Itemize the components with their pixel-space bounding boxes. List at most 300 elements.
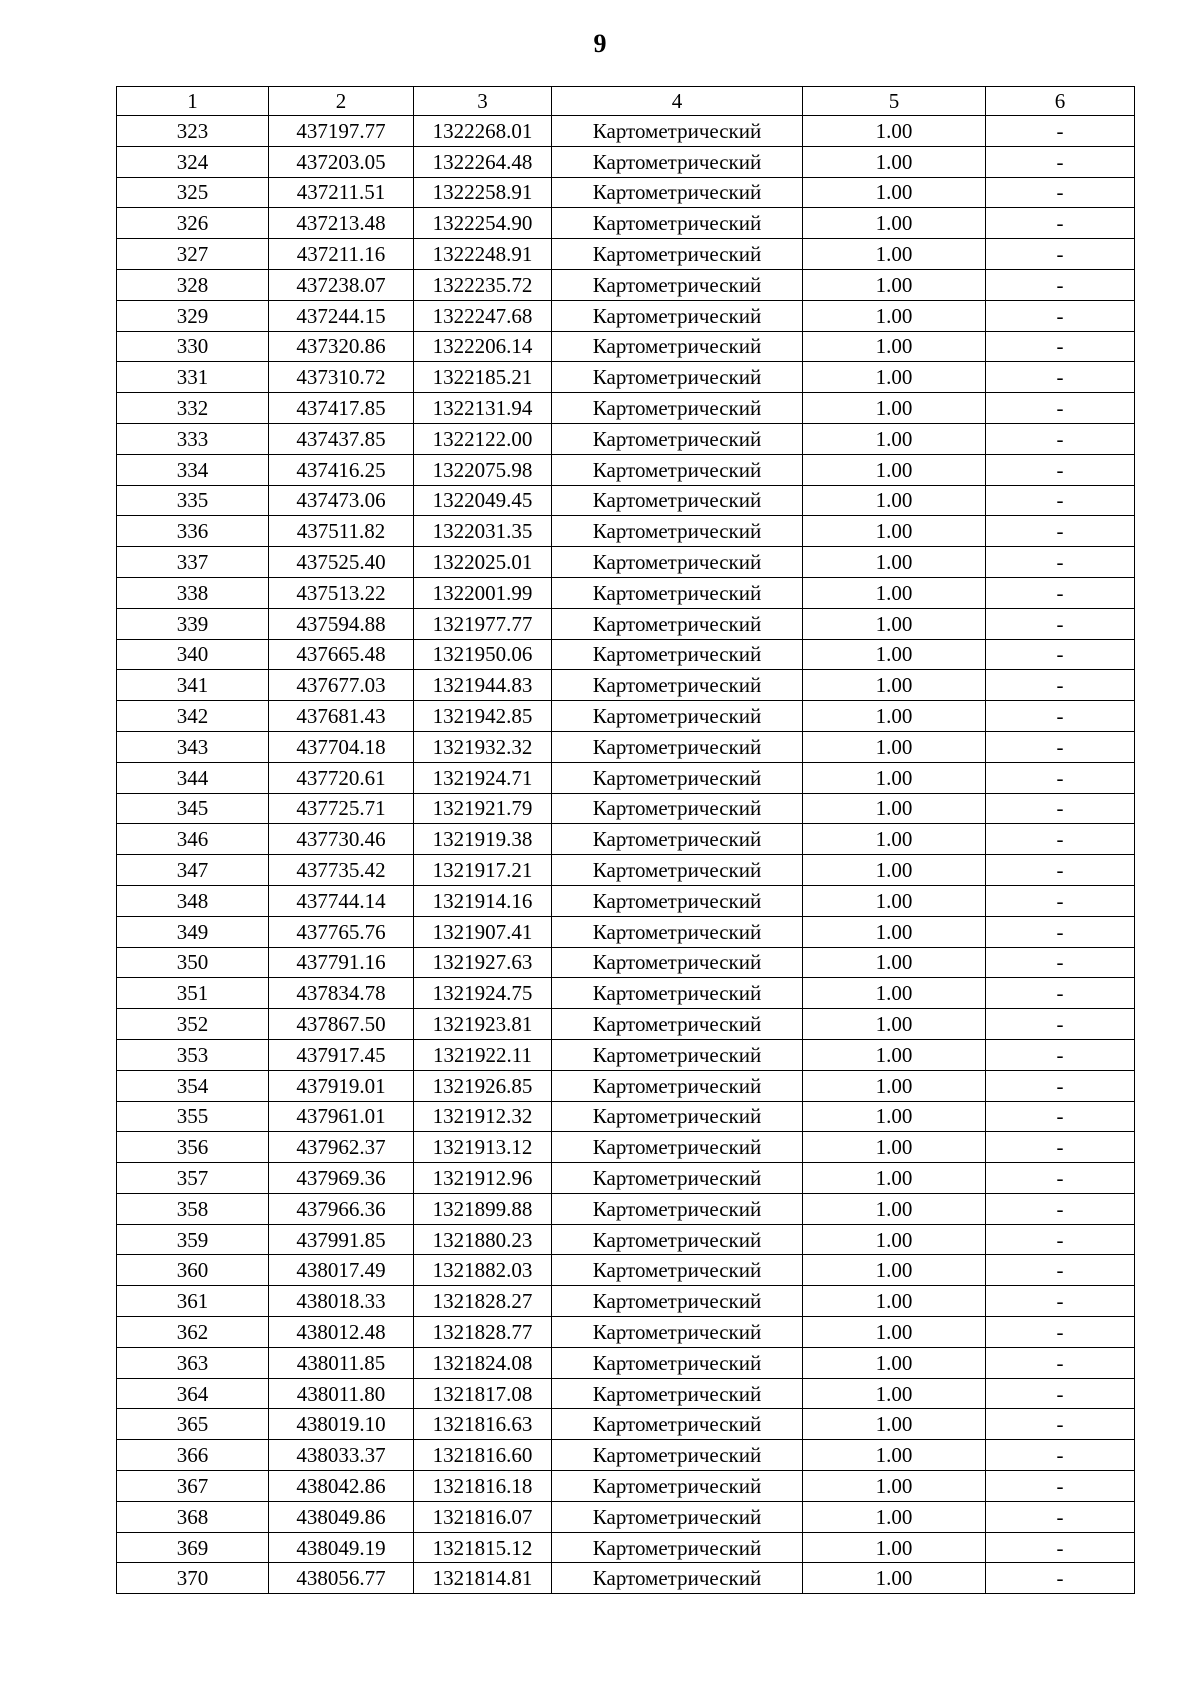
point-number-cell: 360 <box>117 1255 269 1286</box>
note-cell: - <box>986 762 1135 793</box>
table-row <box>117 1255 1135 1286</box>
point-number-cell: 366 <box>117 1440 269 1471</box>
y-coordinate-cell: 1321921.79 <box>414 793 552 824</box>
accuracy-cell: 1.00 <box>803 423 986 454</box>
point-number-cell: 329 <box>117 300 269 331</box>
accuracy-cell: 1.00 <box>803 146 986 177</box>
accuracy-cell: 1.00 <box>803 239 986 270</box>
accuracy-cell: 1.00 <box>803 824 986 855</box>
y-coordinate-cell: 1322025.01 <box>414 547 552 578</box>
accuracy-cell: 1.00 <box>803 485 986 516</box>
point-number-cell: 357 <box>117 1163 269 1194</box>
method-cell: Картометрический <box>552 423 803 454</box>
x-coordinate-cell: 437511.82 <box>269 516 414 547</box>
note-cell: - <box>986 239 1135 270</box>
table-row <box>117 177 1135 208</box>
x-coordinate-cell: 437665.48 <box>269 639 414 670</box>
point-number-cell: 355 <box>117 1101 269 1132</box>
accuracy-cell: 1.00 <box>803 1440 986 1471</box>
x-coordinate-cell: 438056.77 <box>269 1563 414 1594</box>
x-coordinate-cell: 437417.85 <box>269 393 414 424</box>
point-number-cell: 358 <box>117 1193 269 1224</box>
point-number-cell: 332 <box>117 393 269 424</box>
y-coordinate-cell: 1321816.07 <box>414 1501 552 1532</box>
accuracy-cell: 1.00 <box>803 516 986 547</box>
point-number-cell: 325 <box>117 177 269 208</box>
point-number-cell: 353 <box>117 1039 269 1070</box>
method-cell: Картометрический <box>552 1070 803 1101</box>
y-coordinate-cell: 1321942.85 <box>414 701 552 732</box>
y-coordinate-cell: 1321815.12 <box>414 1532 552 1563</box>
note-cell: - <box>986 639 1135 670</box>
method-cell: Картометрический <box>552 701 803 732</box>
accuracy-cell: 1.00 <box>803 1471 986 1502</box>
table-row <box>117 978 1135 1009</box>
y-coordinate-cell: 1322122.00 <box>414 423 552 454</box>
x-coordinate-cell: 437720.61 <box>269 762 414 793</box>
method-cell: Картометрический <box>552 1471 803 1502</box>
table-row <box>117 1378 1135 1409</box>
note-cell: - <box>986 362 1135 393</box>
note-cell: - <box>986 1347 1135 1378</box>
y-coordinate-cell: 1321816.63 <box>414 1409 552 1440</box>
y-coordinate-cell: 1321914.16 <box>414 885 552 916</box>
note-cell: - <box>986 547 1135 578</box>
y-coordinate-cell: 1321950.06 <box>414 639 552 670</box>
table-row <box>117 577 1135 608</box>
accuracy-cell: 1.00 <box>803 1501 986 1532</box>
y-coordinate-cell: 1322235.72 <box>414 269 552 300</box>
accuracy-cell: 1.00 <box>803 855 986 886</box>
y-coordinate-cell: 1321926.85 <box>414 1070 552 1101</box>
note-cell: - <box>986 1378 1135 1409</box>
note-cell: - <box>986 423 1135 454</box>
note-cell: - <box>986 1070 1135 1101</box>
table-row <box>117 1563 1135 1594</box>
method-cell: Картометрический <box>552 116 803 147</box>
point-number-cell: 354 <box>117 1070 269 1101</box>
x-coordinate-cell: 437437.85 <box>269 423 414 454</box>
x-coordinate-cell: 437203.05 <box>269 146 414 177</box>
note-cell: - <box>986 1563 1135 1594</box>
accuracy-cell: 1.00 <box>803 639 986 670</box>
note-cell: - <box>986 1409 1135 1440</box>
table-row <box>117 1471 1135 1502</box>
accuracy-cell: 1.00 <box>803 1347 986 1378</box>
table-row <box>117 793 1135 824</box>
y-coordinate-cell: 1322258.91 <box>414 177 552 208</box>
accuracy-cell: 1.00 <box>803 331 986 362</box>
table-row <box>117 608 1135 639</box>
x-coordinate-cell: 437735.42 <box>269 855 414 886</box>
point-number-cell: 336 <box>117 516 269 547</box>
y-coordinate-cell: 1321816.60 <box>414 1440 552 1471</box>
x-coordinate-cell: 437704.18 <box>269 731 414 762</box>
method-cell: Картометрический <box>552 1532 803 1563</box>
accuracy-cell: 1.00 <box>803 762 986 793</box>
y-coordinate-cell: 1321977.77 <box>414 608 552 639</box>
accuracy-cell: 1.00 <box>803 300 986 331</box>
x-coordinate-cell: 437725.71 <box>269 793 414 824</box>
table-row <box>117 208 1135 239</box>
accuracy-cell: 1.00 <box>803 1532 986 1563</box>
x-coordinate-cell: 438049.19 <box>269 1532 414 1563</box>
y-coordinate-cell: 1322206.14 <box>414 331 552 362</box>
accuracy-cell: 1.00 <box>803 577 986 608</box>
accuracy-cell: 1.00 <box>803 393 986 424</box>
note-cell: - <box>986 1039 1135 1070</box>
x-coordinate-cell: 438033.37 <box>269 1440 414 1471</box>
point-number-cell: 323 <box>117 116 269 147</box>
note-cell: - <box>986 485 1135 516</box>
note-cell: - <box>986 116 1135 147</box>
table-row <box>117 485 1135 516</box>
point-number-cell: 368 <box>117 1501 269 1532</box>
note-cell: - <box>986 1193 1135 1224</box>
table-row <box>117 1347 1135 1378</box>
accuracy-cell: 1.00 <box>803 269 986 300</box>
x-coordinate-cell: 437244.15 <box>269 300 414 331</box>
accuracy-cell: 1.00 <box>803 177 986 208</box>
x-coordinate-cell: 438011.80 <box>269 1378 414 1409</box>
method-cell: Картометрический <box>552 978 803 1009</box>
note-cell: - <box>986 269 1135 300</box>
accuracy-cell: 1.00 <box>803 947 986 978</box>
y-coordinate-cell: 1321922.11 <box>414 1039 552 1070</box>
note-cell: - <box>986 1286 1135 1317</box>
method-cell: Картометрический <box>552 731 803 762</box>
method-cell: Картометрический <box>552 239 803 270</box>
point-number-cell: 364 <box>117 1378 269 1409</box>
note-cell: - <box>986 947 1135 978</box>
table-row <box>117 116 1135 147</box>
accuracy-cell: 1.00 <box>803 1193 986 1224</box>
note-cell: - <box>986 1440 1135 1471</box>
note-cell: - <box>986 793 1135 824</box>
x-coordinate-cell: 437969.36 <box>269 1163 414 1194</box>
y-coordinate-cell: 1321924.75 <box>414 978 552 1009</box>
table-row <box>117 300 1135 331</box>
y-coordinate-cell: 1321828.27 <box>414 1286 552 1317</box>
y-coordinate-cell: 1321917.21 <box>414 855 552 886</box>
note-cell: - <box>986 1224 1135 1255</box>
accuracy-cell: 1.00 <box>803 1378 986 1409</box>
point-number-cell: 330 <box>117 331 269 362</box>
note-cell: - <box>986 577 1135 608</box>
note-cell: - <box>986 978 1135 1009</box>
x-coordinate-cell: 437211.51 <box>269 177 414 208</box>
point-number-cell: 370 <box>117 1563 269 1594</box>
y-coordinate-cell: 1321912.96 <box>414 1163 552 1194</box>
y-coordinate-cell: 1321899.88 <box>414 1193 552 1224</box>
column-header: 4 <box>552 87 803 116</box>
column-header: 2 <box>269 87 414 116</box>
accuracy-cell: 1.00 <box>803 1009 986 1040</box>
accuracy-cell: 1.00 <box>803 1070 986 1101</box>
note-cell: - <box>986 454 1135 485</box>
x-coordinate-cell: 437917.45 <box>269 1039 414 1070</box>
column-header: 6 <box>986 87 1135 116</box>
column-header: 3 <box>414 87 552 116</box>
point-number-cell: 324 <box>117 146 269 177</box>
table-row <box>117 146 1135 177</box>
note-cell: - <box>986 1471 1135 1502</box>
method-cell: Картометрический <box>552 1501 803 1532</box>
note-cell: - <box>986 670 1135 701</box>
accuracy-cell: 1.00 <box>803 1563 986 1594</box>
point-number-cell: 341 <box>117 670 269 701</box>
accuracy-cell: 1.00 <box>803 1039 986 1070</box>
y-coordinate-cell: 1322264.48 <box>414 146 552 177</box>
table-row <box>117 516 1135 547</box>
column-header: 1 <box>117 87 269 116</box>
point-number-cell: 334 <box>117 454 269 485</box>
method-cell: Картометрический <box>552 300 803 331</box>
coordinates-table <box>116 86 1135 1594</box>
note-cell: - <box>986 701 1135 732</box>
table-row <box>117 454 1135 485</box>
table-row <box>117 1409 1135 1440</box>
accuracy-cell: 1.00 <box>803 116 986 147</box>
table-row <box>117 1286 1135 1317</box>
method-cell: Картометрический <box>552 947 803 978</box>
accuracy-cell: 1.00 <box>803 208 986 239</box>
accuracy-cell: 1.00 <box>803 731 986 762</box>
point-number-cell: 361 <box>117 1286 269 1317</box>
method-cell: Картометрический <box>552 916 803 947</box>
method-cell: Картометрический <box>552 1039 803 1070</box>
note-cell: - <box>986 1255 1135 1286</box>
note-cell: - <box>986 1009 1135 1040</box>
table-row <box>117 701 1135 732</box>
method-cell: Картометрический <box>552 1378 803 1409</box>
x-coordinate-cell: 437991.85 <box>269 1224 414 1255</box>
x-coordinate-cell: 437765.76 <box>269 916 414 947</box>
table-row <box>117 855 1135 886</box>
method-cell: Картометрический <box>552 208 803 239</box>
point-number-cell: 369 <box>117 1532 269 1563</box>
method-cell: Картометрический <box>552 639 803 670</box>
note-cell: - <box>986 731 1135 762</box>
note-cell: - <box>986 300 1135 331</box>
x-coordinate-cell: 437197.77 <box>269 116 414 147</box>
accuracy-cell: 1.00 <box>803 1224 986 1255</box>
method-cell: Картометрический <box>552 762 803 793</box>
y-coordinate-cell: 1321882.03 <box>414 1255 552 1286</box>
method-cell: Картометрический <box>552 485 803 516</box>
note-cell: - <box>986 1532 1135 1563</box>
page-number: 9 <box>593 29 607 58</box>
point-number-cell: 349 <box>117 916 269 947</box>
point-number-cell: 351 <box>117 978 269 1009</box>
x-coordinate-cell: 437238.07 <box>269 269 414 300</box>
point-number-cell: 339 <box>117 608 269 639</box>
method-cell: Картометрический <box>552 1563 803 1594</box>
table-row <box>117 731 1135 762</box>
note-cell: - <box>986 516 1135 547</box>
y-coordinate-cell: 1322001.99 <box>414 577 552 608</box>
method-cell: Картометрический <box>552 1317 803 1348</box>
table-row <box>117 1039 1135 1070</box>
method-cell: Картометрический <box>552 1255 803 1286</box>
method-cell: Картометрический <box>552 577 803 608</box>
x-coordinate-cell: 437473.06 <box>269 485 414 516</box>
x-coordinate-cell: 438042.86 <box>269 1471 414 1502</box>
table-row <box>117 885 1135 916</box>
accuracy-cell: 1.00 <box>803 1286 986 1317</box>
x-coordinate-cell: 438019.10 <box>269 1409 414 1440</box>
table-row <box>117 670 1135 701</box>
x-coordinate-cell: 437677.03 <box>269 670 414 701</box>
x-coordinate-cell: 437834.78 <box>269 978 414 1009</box>
table-row <box>117 269 1135 300</box>
table-row <box>117 362 1135 393</box>
note-cell: - <box>986 1132 1135 1163</box>
y-coordinate-cell: 1322248.91 <box>414 239 552 270</box>
point-number-cell: 342 <box>117 701 269 732</box>
method-cell: Картометрический <box>552 1009 803 1040</box>
method-cell: Картометрический <box>552 670 803 701</box>
x-coordinate-cell: 438011.85 <box>269 1347 414 1378</box>
table-row <box>117 1070 1135 1101</box>
x-coordinate-cell: 437681.43 <box>269 701 414 732</box>
method-cell: Картометрический <box>552 146 803 177</box>
x-coordinate-cell: 437961.01 <box>269 1101 414 1132</box>
y-coordinate-cell: 1321912.32 <box>414 1101 552 1132</box>
table-row <box>117 331 1135 362</box>
table-row <box>117 947 1135 978</box>
table-row <box>117 423 1135 454</box>
table-row <box>117 824 1135 855</box>
y-coordinate-cell: 1322131.94 <box>414 393 552 424</box>
table-body <box>117 116 1135 1594</box>
method-cell: Картометрический <box>552 269 803 300</box>
method-cell: Картометрический <box>552 885 803 916</box>
point-number-cell: 346 <box>117 824 269 855</box>
note-cell: - <box>986 1101 1135 1132</box>
note-cell: - <box>986 885 1135 916</box>
table-row <box>117 1132 1135 1163</box>
table-row <box>117 1317 1135 1348</box>
x-coordinate-cell: 438017.49 <box>269 1255 414 1286</box>
y-coordinate-cell: 1322268.01 <box>414 116 552 147</box>
column-header: 5 <box>803 87 986 116</box>
method-cell: Картометрический <box>552 454 803 485</box>
table-row <box>117 1193 1135 1224</box>
accuracy-cell: 1.00 <box>803 547 986 578</box>
y-coordinate-cell: 1321913.12 <box>414 1132 552 1163</box>
point-number-cell: 343 <box>117 731 269 762</box>
table-row <box>117 762 1135 793</box>
note-cell: - <box>986 331 1135 362</box>
table-row <box>117 1532 1135 1563</box>
point-number-cell: 344 <box>117 762 269 793</box>
accuracy-cell: 1.00 <box>803 608 986 639</box>
method-cell: Картометрический <box>552 1409 803 1440</box>
point-number-cell: 363 <box>117 1347 269 1378</box>
method-cell: Картометрический <box>552 393 803 424</box>
x-coordinate-cell: 437730.46 <box>269 824 414 855</box>
accuracy-cell: 1.00 <box>803 1132 986 1163</box>
method-cell: Картометрический <box>552 793 803 824</box>
point-number-cell: 359 <box>117 1224 269 1255</box>
x-coordinate-cell: 438012.48 <box>269 1317 414 1348</box>
note-cell: - <box>986 146 1135 177</box>
x-coordinate-cell: 437211.16 <box>269 239 414 270</box>
y-coordinate-cell: 1321923.81 <box>414 1009 552 1040</box>
accuracy-cell: 1.00 <box>803 916 986 947</box>
note-cell: - <box>986 1163 1135 1194</box>
point-number-cell: 340 <box>117 639 269 670</box>
table-row <box>117 239 1135 270</box>
note-cell: - <box>986 1317 1135 1348</box>
note-cell: - <box>986 916 1135 947</box>
y-coordinate-cell: 1321817.08 <box>414 1378 552 1409</box>
accuracy-cell: 1.00 <box>803 1409 986 1440</box>
point-number-cell: 331 <box>117 362 269 393</box>
x-coordinate-cell: 437416.25 <box>269 454 414 485</box>
point-number-cell: 328 <box>117 269 269 300</box>
accuracy-cell: 1.00 <box>803 362 986 393</box>
y-coordinate-cell: 1322247.68 <box>414 300 552 331</box>
note-cell: - <box>986 824 1135 855</box>
table-row <box>117 916 1135 947</box>
accuracy-cell: 1.00 <box>803 885 986 916</box>
y-coordinate-cell: 1322185.21 <box>414 362 552 393</box>
note-cell: - <box>986 608 1135 639</box>
y-coordinate-cell: 1321828.77 <box>414 1317 552 1348</box>
x-coordinate-cell: 437310.72 <box>269 362 414 393</box>
table-row <box>117 1101 1135 1132</box>
note-cell: - <box>986 855 1135 886</box>
method-cell: Картометрический <box>552 1163 803 1194</box>
method-cell: Картометрический <box>552 362 803 393</box>
x-coordinate-cell: 437594.88 <box>269 608 414 639</box>
point-number-cell: 337 <box>117 547 269 578</box>
x-coordinate-cell: 437744.14 <box>269 885 414 916</box>
x-coordinate-cell: 437513.22 <box>269 577 414 608</box>
method-cell: Картометрический <box>552 855 803 886</box>
method-cell: Картометрический <box>552 1286 803 1317</box>
y-coordinate-cell: 1321907.41 <box>414 916 552 947</box>
x-coordinate-cell: 437320.86 <box>269 331 414 362</box>
table-row <box>117 1440 1135 1471</box>
y-coordinate-cell: 1322075.98 <box>414 454 552 485</box>
accuracy-cell: 1.00 <box>803 454 986 485</box>
y-coordinate-cell: 1321814.81 <box>414 1563 552 1594</box>
method-cell: Картометрический <box>552 331 803 362</box>
x-coordinate-cell: 437919.01 <box>269 1070 414 1101</box>
accuracy-cell: 1.00 <box>803 978 986 1009</box>
x-coordinate-cell: 437966.36 <box>269 1193 414 1224</box>
x-coordinate-cell: 437213.48 <box>269 208 414 239</box>
method-cell: Картометрический <box>552 1440 803 1471</box>
table-header-row <box>117 87 1135 116</box>
x-coordinate-cell: 438049.86 <box>269 1501 414 1532</box>
table-row <box>117 639 1135 670</box>
y-coordinate-cell: 1321927.63 <box>414 947 552 978</box>
accuracy-cell: 1.00 <box>803 1317 986 1348</box>
accuracy-cell: 1.00 <box>803 670 986 701</box>
point-number-cell: 333 <box>117 423 269 454</box>
x-coordinate-cell: 437867.50 <box>269 1009 414 1040</box>
note-cell: - <box>986 177 1135 208</box>
accuracy-cell: 1.00 <box>803 701 986 732</box>
point-number-cell: 352 <box>117 1009 269 1040</box>
table-row <box>117 1163 1135 1194</box>
point-number-cell: 345 <box>117 793 269 824</box>
accuracy-cell: 1.00 <box>803 1255 986 1286</box>
